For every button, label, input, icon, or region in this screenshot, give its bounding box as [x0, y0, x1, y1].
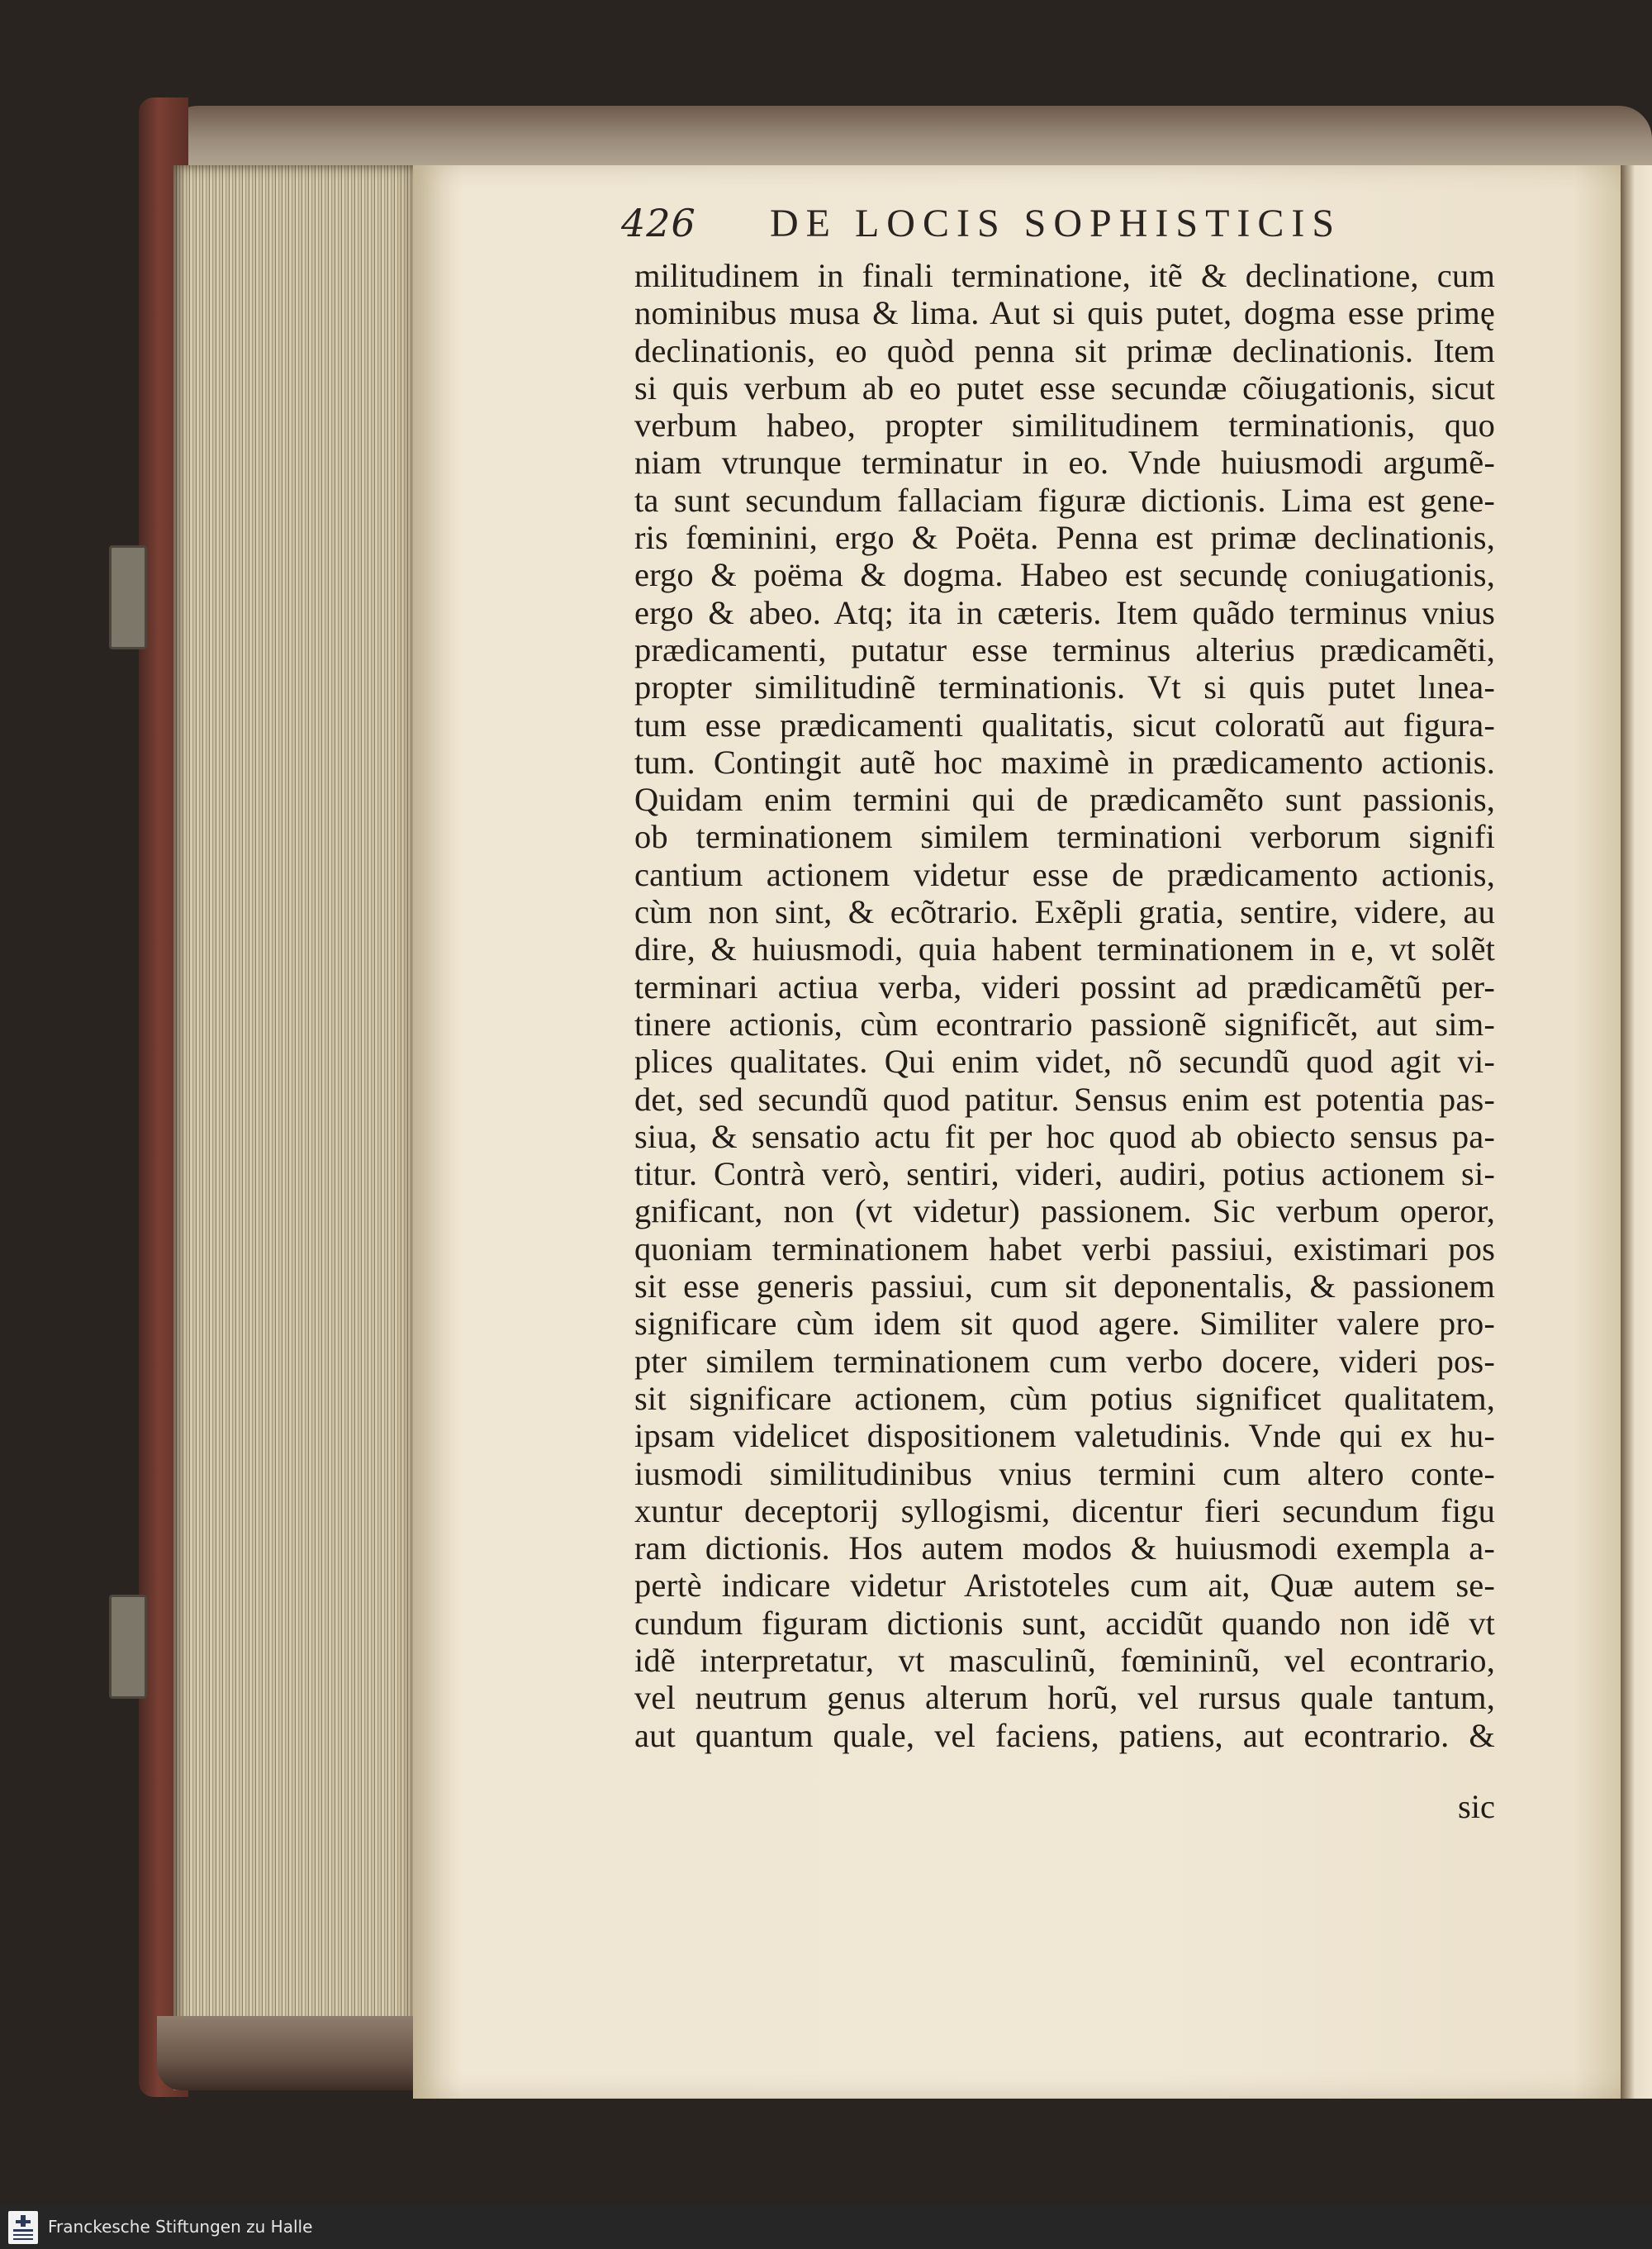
text-line: aut quantum quale, vel faciens, patiens, aut econtrario. & [634, 1716, 1495, 1754]
catchword: sic [1458, 1788, 1495, 1825]
running-title: DE LOCIS SOPHISTICIS [770, 202, 1342, 245]
text-line: siua, & sensatio actu fit per hoc quod ab obiecto sensus pa- [634, 1117, 1495, 1155]
text-line: plices qualitates. Qui enim videt, nõ secundũ quod agit vi- [634, 1043, 1495, 1081]
page-number: 426 [621, 201, 696, 245]
text-line: propter similitudinẽ terminationis. Vt si quis putet lınea- [634, 668, 1495, 706]
text-line: verbum habeo, propter similitudinem terminationis, quo [634, 407, 1495, 445]
text-line: ergo & abeo. Atq; ita in cæteris. Item quãdo terminus vnius [634, 593, 1495, 631]
text-line: vel neutrum genus alterum horũ, vel rursus quale tantum, [634, 1679, 1495, 1717]
text-line: nominibus musa & lima. Aut si quis putet, dogma esse primę [634, 294, 1495, 332]
institution-logo-icon [8, 2211, 38, 2244]
text-line: significare cùm idem sit quod agere. Similiter valere pro- [634, 1305, 1495, 1343]
text-line: cantium actionem videtur esse de prædicamento actionis, [634, 855, 1495, 893]
text-line: ipsam videlicet dispositionem valetudinis. Vnde qui ex hu- [634, 1417, 1495, 1455]
body-text [634, 257, 1495, 1754]
text-line: pter similem terminationem cum verbo docere, videri pos- [634, 1342, 1495, 1380]
text-line: niam vtrunque terminatur in eo. Vnde huiusmodi argumẽ- [634, 444, 1495, 482]
text-line: dire, & huiusmodi, quia habent terminationem in e, vt solẽt [634, 930, 1495, 968]
text-line: tum. Contingit autẽ hoc maximè in prædicamento actionis. [634, 743, 1495, 781]
text-line: ergo & poëma & dogma. Habeo est secundę coniugationis, [634, 556, 1495, 594]
text-line: si quis verbum ab eo putet esse secundæ cõiugationis, sicut [634, 368, 1495, 407]
footer-bar [0, 2206, 1652, 2249]
text-line: pertè indicare videtur Aristoteles cum ait, Quæ autem se- [634, 1567, 1495, 1605]
text-line: idẽ interpretatur, vt masculinũ, fœmininũ, vel econtrario, [634, 1641, 1495, 1679]
clasp-icon [109, 545, 147, 649]
text-line: militudinem in finali terminatione, itẽ & declinatione, cum [634, 257, 1495, 294]
page-header [621, 201, 1472, 250]
text-line: sit significare actionem, cùm potius significet qualitatem, [634, 1379, 1495, 1417]
text-line: ta sunt secundum fallaciam figuræ dictionis. Lima est gene- [634, 481, 1495, 519]
text-line: det, sed secundũ quod patitur. Sensus enim est potentia pas- [634, 1080, 1495, 1118]
text-line: ob terminationem similem terminationi verborum signifi [634, 818, 1495, 856]
page-edge-stack [173, 165, 421, 2090]
text-line: gnificant, non (vt videtur) passionem. Sic verbum operor, [634, 1192, 1495, 1230]
footer-institution-text: Franckesche Stiftungen zu Halle [48, 2217, 313, 2237]
clasp-icon [109, 1595, 147, 1699]
text-line: terminari actiua verba, videri possint ad prædicamẽtũ per- [634, 968, 1495, 1006]
text-line: prædicamenti, putatur esse terminus alterius prædicamẽti, [634, 630, 1495, 668]
text-line: sit esse generis passiui, cum sit deponentalis, & passionem [634, 1267, 1495, 1305]
text-line: cùm non sint, & ecõtrario. Exẽpli gratia, sentire, videre, au [634, 893, 1495, 931]
book-cover-top [165, 106, 1652, 172]
text-line: Quidam enim termini qui de prædicamẽto sunt passionis, [634, 781, 1495, 819]
text-line: tum esse prædicamenti qualitatis, sicut coloratũ aut figura- [634, 706, 1495, 744]
text-line: quoniam terminationem habet verbi passiui, existimari pos [634, 1229, 1495, 1267]
facing-page-edge [1621, 165, 1652, 2099]
text-line: cundum figuram dictionis sunt, accidũt quando non idẽ vt [634, 1604, 1495, 1642]
text-line: ris fœminini, ergo & Poëta. Penna est primæ declinationis, [634, 519, 1495, 557]
text-line: xuntur deceptorij syllogismi, dicentur fieri secundum figu [634, 1491, 1495, 1529]
text-line: titur. Contrà verò, sentiri, videri, audiri, potius actionem si- [634, 1155, 1495, 1193]
text-line: declinationis, eo quòd penna sit primæ declinationis. Item [634, 331, 1495, 369]
text-line: iusmodi similitudinibus vnius termini cum altero conte- [634, 1454, 1495, 1492]
text-line: ram dictionis. Hos autem modos & huiusmodi exempla a- [634, 1529, 1495, 1567]
text-line: tinere actionis, cùm econtrario passionẽ significẽt, aut sim- [634, 1005, 1495, 1043]
